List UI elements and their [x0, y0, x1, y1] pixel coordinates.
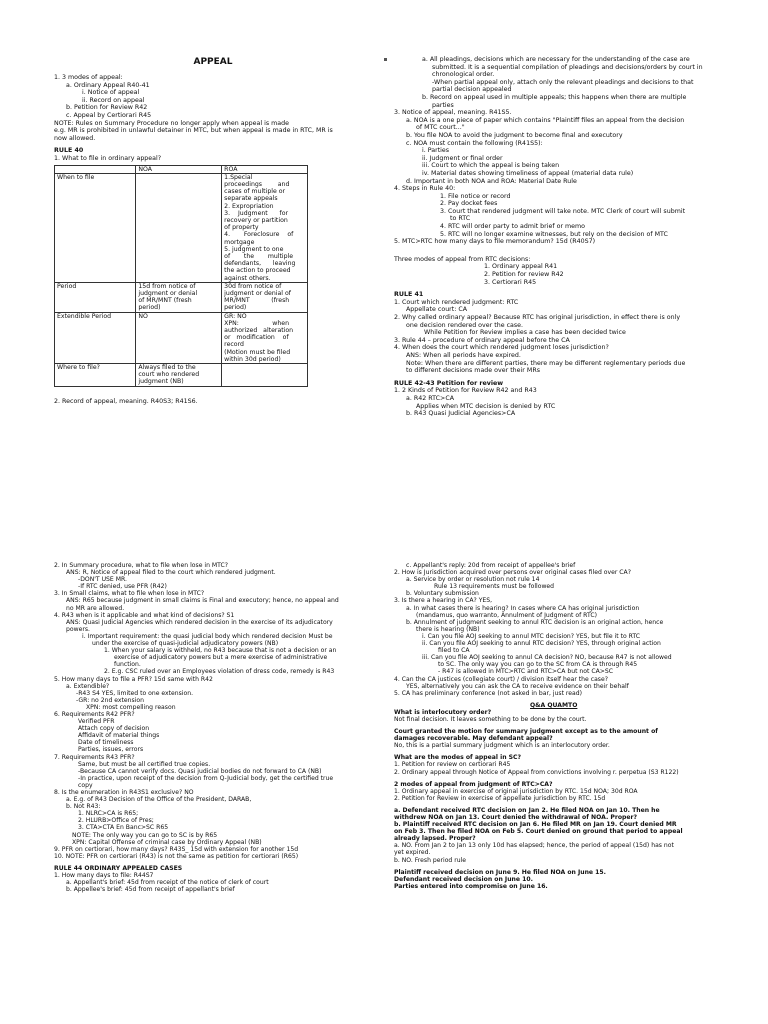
text-line: 2. Petition for Review in exercise of appellate jurisdiction by RTC. 15d — [394, 794, 606, 802]
text-line: 1. How many days to file: R44S7 — [54, 872, 154, 880]
text-line: XPN: Capital Offense of criminal case by Ordinary Appeal (NB) — [72, 838, 262, 846]
text-line: b. Record on appeal used in multiple appeals; this happens when there are multiple — [422, 93, 687, 101]
text-line: to RTC — [450, 215, 471, 223]
table-cell — [136, 173, 222, 282]
text-line: Three modes of appeal from RTC decisions: — [394, 255, 531, 263]
text-line: function. — [114, 661, 141, 669]
text-line: b. Voluntary submission — [406, 590, 479, 598]
text-line: 1. Court which rendered judgment: RTC — [394, 298, 519, 306]
text-line: XPN: most compelling reason — [86, 703, 176, 711]
text-line: under the exercise of quasi-judicial adjudicatory powers (NB) — [92, 640, 279, 648]
text-line: Note: When there are different parties, there may be different reglementary periods due — [406, 359, 686, 367]
text-line: Applies when MTC decision is denied by RTC — [416, 402, 556, 410]
text-line: 5. How many days to file a PFR? 15d same with R42 — [54, 675, 213, 683]
text-line: Date of timeliness — [78, 739, 134, 747]
text-line: While Petition for Review implies a case has been decided twice — [424, 329, 626, 337]
text-line: 3. Is there a hearing in CA? YES, — [394, 597, 493, 605]
text-line: c. NOA must contain the following (R41S5): — [406, 139, 543, 147]
text-line: a. All pleadings, decisions which are necessary for the understanding of the case are — [422, 56, 690, 63]
text-line: No, this is a partial summary judgment which is an interlocutory order. — [394, 742, 610, 750]
text-line: iii. Can you file AOJ seeking to annul CA decision? NO, because R47 is not allowed — [422, 654, 672, 662]
text-line: one decision rendered over the case. — [406, 321, 524, 329]
table-header-cell: ROA — [222, 165, 308, 173]
text-line: 2. Pay docket fees — [440, 200, 498, 208]
section-heading: 2 modes of appeal from judgment of RTC>CA? — [394, 780, 553, 788]
text-line: iv. Material dates showing timeliness of appeal (material data rule) — [422, 169, 634, 177]
text-line: 4. Can the CA justices (collegiate court) / division itself hear the case? — [394, 675, 608, 683]
text-line: a. E.g. of R43 Decision of the Office of the President, DARAB, — [66, 796, 252, 804]
text-line: to different decisions made over their MRs — [406, 367, 540, 375]
table-row-label: Where to file? — [55, 364, 136, 387]
text-line: a. Appellant's brief: 45d from receipt of the notice of clerk of court — [66, 879, 269, 887]
text-line: NOTE: Rules on Summary Procedure no longer apply when appeal is made — [54, 119, 289, 127]
table-header-row — [55, 165, 308, 173]
text-line: i. Notice of appeal — [82, 89, 140, 97]
noa-roa-table — [54, 165, 308, 387]
text-line: i. Parties — [422, 147, 450, 155]
text-line: Appellate court: CA — [406, 306, 468, 314]
text-line: 9. PFR on certiorari, how many days? R43S_ 15d with extension for another 15d — [54, 845, 299, 853]
text-line: 4. Steps in Rule 40: — [394, 185, 456, 193]
text-line: 3. Notice of appeal, meaning. R41S5. — [394, 109, 512, 117]
text-line: 8. Is the enumeration in R43S1 exclusive? NO — [54, 789, 194, 796]
section-heading: RULE 41 — [394, 291, 424, 299]
text-line: 5. MTC>RTC how many days to file memorandum? 15d (R40S7) — [394, 238, 596, 246]
text-line: i. Important requirement: the quasi judicial body which rendered decision Must be — [82, 632, 333, 640]
table-header-cell: NOA — [136, 165, 222, 173]
text-line: YES, alternatively you can ask the CA to receive evidence on their behalf — [406, 682, 629, 690]
section-heading: withdrew NOA on Jan 13. Court denied the withdrawal of NOA. Proper? — [394, 814, 638, 821]
text-line: to SC. The only way you can go to the SC from CA is through R45 — [438, 661, 638, 669]
section-heading: Court granted the motion for summary judgment except as to the amount of — [394, 728, 658, 736]
table-row — [55, 364, 308, 387]
text-line: 3. Court that rendered judgment will take note. MTC Clerk of court will submit — [440, 207, 686, 215]
text-line: d. Important in both NOA and ROA: Material Date Rule — [406, 177, 577, 185]
text-line: 3. CTA>CTA En Banc>SC R65 — [78, 824, 169, 832]
section-heading: What is interlocutory order? — [394, 708, 492, 716]
table-cell: Always filed to the court who rendered judgment (NB) — [136, 364, 222, 387]
text-line: b. Not R43: — [66, 803, 101, 811]
text-line: 2. Petition for review R42 — [484, 271, 564, 279]
text-line: c. Appellant's reply: 20d from receipt of appellee's brief — [406, 562, 576, 569]
text-line: i. Can you file AOJ seeking to annul MTC decision? YES, but file it to RTC — [422, 632, 641, 640]
table-row — [55, 173, 308, 282]
scan-mark — [384, 58, 387, 61]
text-line: 7. Requirements R43 PFR? — [54, 753, 135, 761]
text-line: NOTE: The only way you can go to SC is by R65 — [72, 831, 218, 839]
section-heading: What are the modes of appeal in SC? — [394, 754, 522, 762]
text-line: Verified PFR — [78, 718, 115, 726]
text-line: a. Ordinary Appeal R40-41 — [66, 81, 150, 89]
table-row — [55, 312, 308, 363]
text-line: a. Extendible? — [66, 682, 110, 690]
text-line: 3. Certiorari R45 — [484, 278, 537, 286]
section-heading: Plaintiff received decision on June 9. He filed NOA on June 15. — [394, 868, 606, 876]
text-line: ii. Can you file AOJ seeking to annul RTC decision? YES, through original action — [422, 640, 661, 648]
text-line: 3. In Small claims, what to file when lose in MTC? — [54, 590, 205, 598]
section-heading: Q&A QUAMTO — [530, 701, 578, 709]
text-line: ANS: R, Notice of appeal filed to the court which rendered judgment. — [66, 569, 276, 577]
table-cell: NO — [136, 312, 222, 363]
text-line: 4. RTC will order party to admit brief or memo — [440, 223, 586, 231]
text-line: c. Appeal by Certiorari R45 — [66, 111, 152, 119]
text-line: b. Petition for Review R42 — [66, 104, 148, 112]
text-line: exercise of adjudicatory powers but a mere exercise of administrative — [114, 654, 328, 662]
text-line: 2. In Summary procedure, what to file when lose in MTC? — [54, 562, 228, 569]
text-line: parties — [432, 101, 454, 109]
document-title: APPEAL — [193, 57, 233, 67]
text-line: 2. Why called ordinary appeal? Because RTC has original jurisdiction, in effect there is only — [394, 314, 681, 321]
section-heading: RULE 42-43 Petition for review — [394, 379, 504, 387]
text-line: there is hearing (NB) — [416, 625, 480, 633]
text-line: filed to CA — [438, 647, 470, 655]
page-quadrant-bottom-right — [394, 562, 716, 1002]
text-line: ANS: R65 because judgment in small claims is Final and executory; hence, no appeal and — [66, 597, 339, 605]
text-line: partial decision appealed — [432, 86, 512, 94]
text-line: -GR: no 2nd extension — [76, 696, 144, 704]
table-header-cell — [55, 165, 136, 173]
text-line: -When partial appeal only, attach only the relevant pleadings and decisions to that — [432, 78, 694, 86]
text-line: powers. — [66, 625, 90, 633]
text-line: 2. How is Jurisdiction acquired over persons over original cases filed over CA? — [394, 569, 631, 577]
section-heading: a. Defendant received RTC decision on Jan 2. He filed NOA on Jan 10. Then he — [394, 806, 660, 814]
text-line: ANS: When all periods have expired. — [406, 351, 521, 359]
text-line: copy — [78, 781, 93, 789]
text-line: Same, but must be all certified true copies. — [78, 760, 211, 768]
section-heading: damages recoverable. May defendant appeal? — [394, 735, 553, 743]
text-line: -Because CA cannot verify docs. Quasi judicial bodies do not forward to CA (NB) — [78, 767, 322, 775]
section-heading: RULE 44 ORDINARY APPEALED CASES — [54, 864, 183, 872]
text-line: 2. Record of appeal, meaning. R40S3; R41S6. — [54, 397, 198, 405]
table-cell: GR: NO XPN: when authorized alteration or modification of record (Motion must be filed within 30d period) — [222, 312, 308, 363]
text-line: 1. Ordinary appeal in exercise of original jurisdiction by RTC. 15d NOA; 30d ROA — [394, 787, 638, 795]
text-line: -DON'T USE MR. — [78, 576, 127, 584]
text-line: Rule 13 requirements must be followed — [434, 583, 555, 591]
table-row-label: Period — [55, 282, 136, 312]
text-line: ii. Judgment or final order — [422, 154, 503, 162]
section-heading: Parties entered into compromise on June 16. — [394, 882, 548, 890]
text-line: chronological order. — [432, 71, 495, 79]
rule-40-intro — [54, 74, 372, 163]
section-heading: RULE 40 — [54, 147, 84, 155]
page-quadrant-top-right — [394, 56, 716, 456]
text-line: 1. What to file in ordinary appeal? — [54, 154, 162, 162]
page-quadrant-bottom-left — [54, 562, 372, 1002]
text-line: 1. Ordinary appeal R41 — [484, 263, 558, 271]
text-line: a. In what cases there is hearing? In cases where CA has original jurisdiction — [406, 604, 640, 612]
section-heading: on Feb 3. Then he filed NOA on Feb 5. Court denied on ground that period to appeal — [394, 828, 683, 836]
table-row — [55, 282, 308, 312]
text-line: yet expired. — [394, 849, 431, 857]
text-line: b. R43 Quasi Judicial Agencies>CA — [406, 410, 516, 418]
text-line: 1. 2 Kinds of Petition for Review R42 and R43 — [394, 387, 537, 395]
section-heading: b. Plaintiff received RTC decision on Jan 6. He filed MR on Jan 19. Court denied MR — [394, 821, 677, 829]
text-line: ANS: Quasi Judicial Agencies which rendered decision in the exercise of its adjudicatory — [66, 618, 333, 626]
text-line: 1. Petition for review on certiorari R45 — [394, 761, 511, 769]
text-line: 3. Rule 44 – procedure of ordinary appeal before the CA — [394, 336, 570, 344]
section-heading: already lapsed. Proper? — [394, 835, 476, 843]
text-line: 1. When your salary is withheld, no R43 because that is not a decision or an — [104, 647, 337, 655]
text-line: Attach copy of decision — [78, 725, 150, 733]
text-line: 5. CA has preliminary conference (not asked in bar, just read) — [394, 689, 583, 697]
text-line: 4. R43 when is it applicable and what kind of decisions? S1 — [54, 611, 235, 619]
text-line: 1. File notice or record — [440, 192, 511, 200]
text-line: submitted. It is a sequential compilation of pleadings and decisions/orders by court in — [432, 63, 703, 71]
text-line: 1. 3 modes of appeal: — [54, 74, 123, 81]
text-line: 6. Requirements R42 PFR? — [54, 710, 135, 718]
text-line: b. NO. Fresh period rule — [394, 856, 467, 864]
text-line: a. R42 RTC>CA — [406, 394, 455, 402]
table-cell — [222, 364, 308, 387]
text-line: 2. Ordinary appeal through Notice of Appeal from convictions involving r. perpetua (S3 R122) — [394, 768, 679, 776]
text-line: e.g. MR is prohibited in unlawful detainer in MTC, but when appeal is made in RTC, MR is — [54, 127, 333, 135]
text-line: a. NO. From Jan 2 to Jan 13 only 10d has elapsed; hence, the period of appeal (15d) has not — [394, 842, 674, 850]
text-line: - R47 is allowed in MTC>RTC and RTC>CA but not CA>SC — [438, 668, 613, 676]
text-line: b. Appellee's brief: 45d from receipt of appellant's brief — [66, 886, 235, 894]
text-line: now allowed. — [54, 134, 96, 142]
text-line: 5. RTC will no longer examine witnesses, but rely on the decision of MTC — [440, 230, 668, 238]
text-line: 2. HLURB>Office of Pres; — [78, 817, 154, 825]
text-line: 10. NOTE: PFR on certiorari (R43) is not the same as petition for certiorari (R65) — [54, 852, 299, 860]
page-quadrant-top-left — [54, 56, 372, 456]
section-heading: Defendant received decision on June 10. — [394, 875, 533, 883]
text-line: b. Annulment of judgment seeking to annul RTC decision is an original action, hence — [406, 618, 664, 626]
text-line: a. Service by order or resolution not rule 14 — [406, 576, 540, 584]
table-cell: 30d from notice of judgment or denial of MR/MNT (fresh period) — [222, 282, 308, 312]
text-line: Not final decision. It leaves something to be done by the court. — [394, 715, 587, 723]
table-cell: 1.Special proceedings and cases of multiple or separate appeals 2. Expropriation 3. Judgment for recovery or partition of property 4. Foreclosure of mortgage 5. judgment to one of the multiple defendants, leaving the action to proceed against others. — [222, 173, 308, 282]
text-line: 1. NLRC>CA is R65; — [78, 810, 139, 818]
text-line: 4. When does the court which rendered judgment loses jurisdiction? — [394, 344, 609, 352]
text-line: (mandamus, quo warranto, Annulment of Judgment of RTC) — [416, 611, 597, 619]
text-line: Affidavit of material things — [78, 732, 160, 740]
table-cell: 15d from notice of judgment or denial of MR/MNT (fresh period) — [136, 282, 222, 312]
text-line: a. NOA is a one piece of paper which contains "Plaintiff files an appeal from the decision — [406, 116, 685, 124]
text-line: ii. Record on appeal — [82, 96, 145, 104]
text-line: iii. Court to which the appeal is being taken — [422, 162, 560, 170]
table-row-label: Extendible Period — [55, 312, 136, 363]
text-line: 2. E.g. CSC ruled over an Employees violation of dress code, remedy is R43 — [104, 668, 335, 676]
text-line: -If RTC denied, use PFR (R42) — [78, 583, 167, 591]
text-line: of MTC court..." — [416, 124, 465, 132]
text-line: -In practice, upon receipt of the decision from Q-Judicial body, get the certified true — [78, 774, 334, 782]
text-line: no MR are allowed. — [66, 604, 125, 612]
text-line: b. You file NOA to avoid the judgment to become final and executory — [406, 131, 623, 139]
text-line: Parties, issues, errors — [78, 746, 144, 754]
text-line: -R43 S4 YES, limited to one extension. — [76, 689, 194, 697]
rule-40-followup — [54, 393, 372, 406]
table-row-label: When to file — [55, 173, 136, 282]
